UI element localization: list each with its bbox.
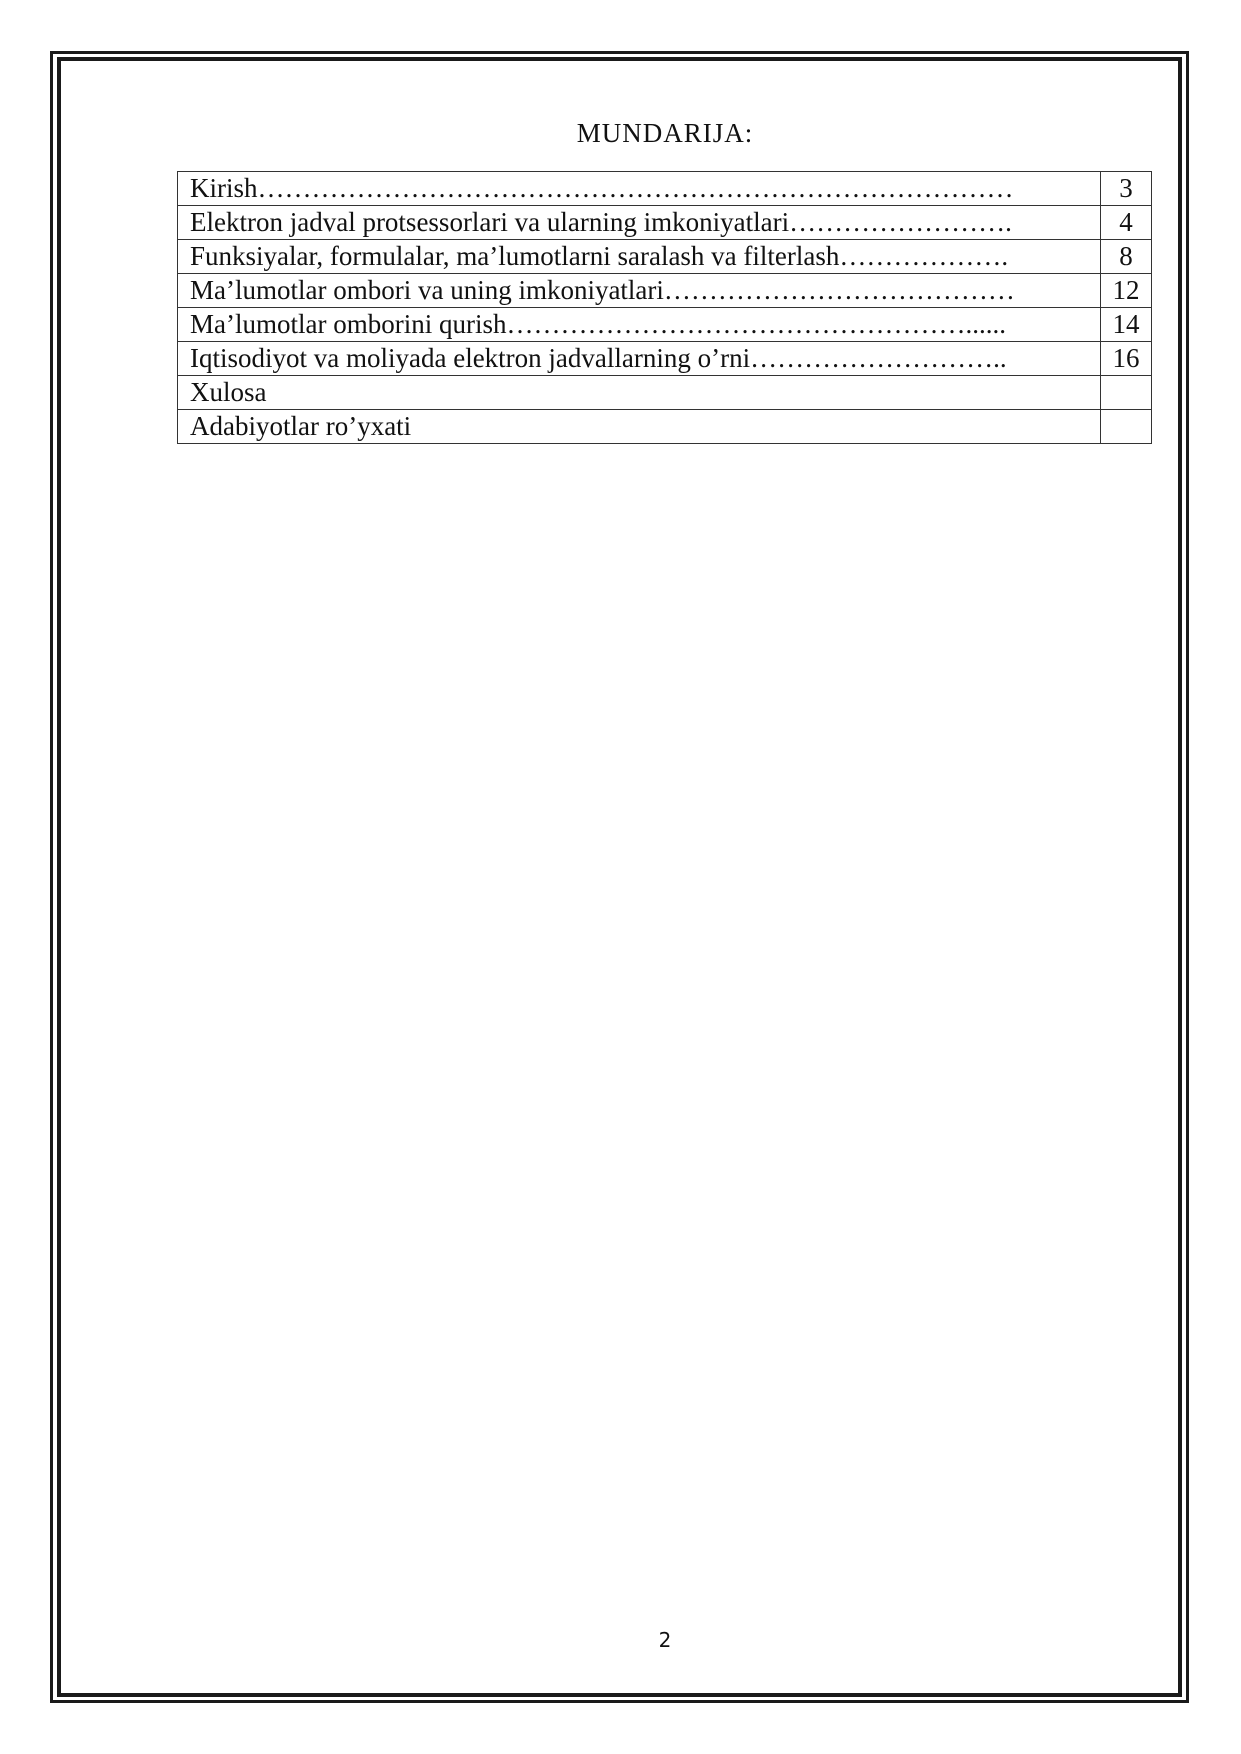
toc-row	[178, 410, 1152, 444]
toc-entry-page	[1101, 410, 1152, 444]
toc-entry-page: 16	[1101, 342, 1152, 376]
toc-row	[178, 342, 1152, 376]
toc-entry-page: 12	[1101, 274, 1152, 308]
toc-row	[178, 308, 1152, 342]
document-title: MUNDARIJA:	[576, 118, 754, 148]
toc-entry-label: Ma’lumotlar ombori va uning imkoniyatlari…………………………………	[178, 274, 1101, 308]
toc-entry-page: 8	[1101, 240, 1152, 274]
toc-entry-page	[1101, 376, 1152, 410]
toc-entry-label: Iqtisodiyot va moliyada elektron jadvallarning o’rni………………………..	[178, 342, 1101, 376]
toc-entry-page: 4	[1101, 206, 1152, 240]
toc-row	[178, 274, 1152, 308]
toc-entry-page: 3	[1101, 172, 1152, 206]
toc-entry-page: 14	[1101, 308, 1152, 342]
toc-entry-label: Ma’lumotlar omborini qurish……………………………………………......	[178, 308, 1101, 342]
toc-row	[178, 240, 1152, 274]
toc-row	[178, 376, 1152, 410]
toc-entry-label: Adabiyotlar ro’yxati	[178, 410, 1101, 444]
page-number: 2	[658, 1628, 672, 1652]
toc-entry-label: Xulosa	[178, 376, 1101, 410]
table-of-contents	[177, 171, 1152, 444]
toc-row	[178, 172, 1152, 206]
toc-entry-label: Elektron jadval protsessorlari va ularning imkoniyatlari…………………….	[178, 206, 1101, 240]
toc-row	[178, 206, 1152, 240]
toc-entry-label: Funksiyalar, formulalar, ma’lumotlarni saralash va filterlash……………….	[178, 240, 1101, 274]
toc-entry-label: Kirish…………………………………………………………………………	[178, 172, 1101, 206]
